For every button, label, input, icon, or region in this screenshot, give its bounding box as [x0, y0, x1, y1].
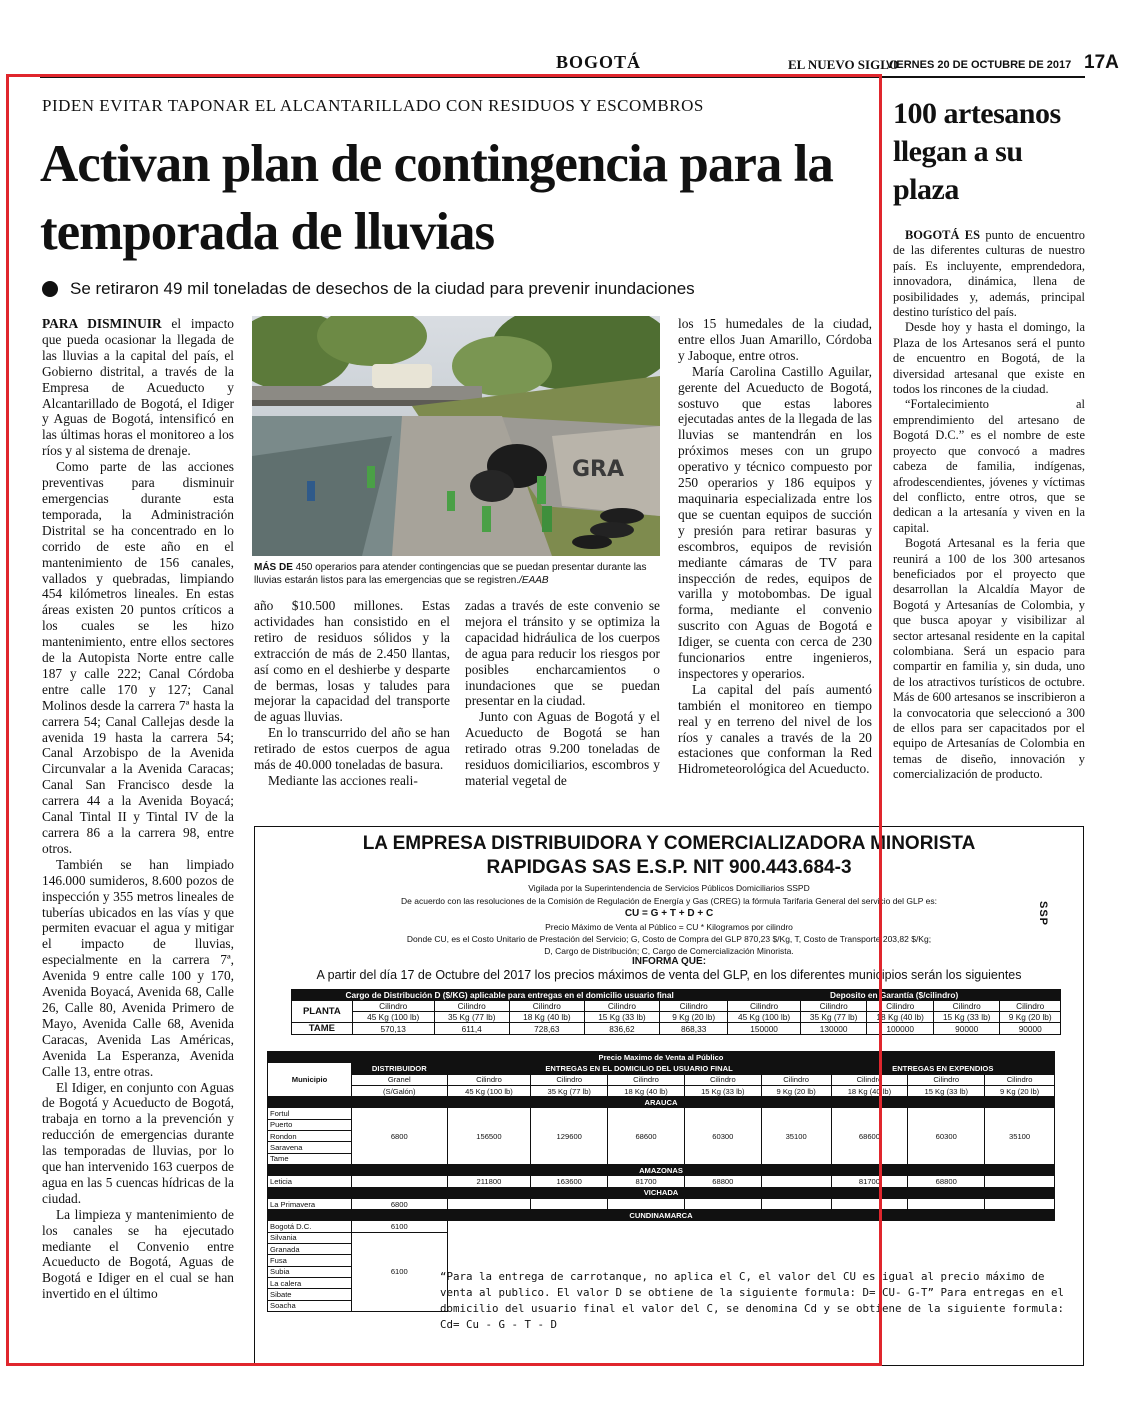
municipio-cell: Fortul — [268, 1108, 352, 1119]
table-cell: 6100 — [352, 1232, 448, 1311]
paragraph: año $10.500 millones. Estas actividades han consistido en el retiro de residuos sólidos y la extracción de más de 2.450 llantas, así como en el deshierbe y desparte de bermas, losas y taludes para mejorar la capacidad del transporte de aguas lluvias. — [254, 598, 450, 725]
municipio-cell: Soacha — [268, 1300, 352, 1311]
row-label: TAME — [292, 1023, 353, 1035]
size-header: 15 Kg (33 lb) — [584, 1012, 659, 1023]
table-cell: 611,4 — [434, 1023, 509, 1035]
table-cell — [531, 1198, 608, 1209]
ad-footnote: “Para la entrega de carrotanque, no aplica el C, el valor del CU es igual al precio máximo de venta al publico. El valor D se obtiene de la siguiente formula: D= CU- G-T” Para entregas en el domicilio del usuario final el valor del C, se denomina Cd y se obtiene de la siguiente formula: Cd= Cu - G - T - D — [440, 1270, 1065, 1331]
municipio-cell: Saravena — [268, 1142, 352, 1153]
paragraph: El Idiger, en conjunto con Aguas de Bogotá y Acueducto de Bogotá, trabaja en torno a la prevención y reducción de emergencias durante las temporadas de lluvias, por lo que han intervenido 163 cuerpos de agua en las 5 cuencas hídricas de la ciudad. — [42, 1079, 234, 1206]
municipio-cell: Bogotá D.C. — [268, 1221, 352, 1232]
column-header: Cilindro — [684, 1074, 761, 1085]
table-cell: 81700 — [831, 1176, 908, 1187]
paragraph: La limpieza y mantenimiento de los canales se ha ejecutado mediante el Convenio entre Acueducto de Bogotá, Aguas de Bogotá e Idiger en el cual se han invertido en el último — [42, 1206, 234, 1302]
table-cell: 81700 — [608, 1176, 685, 1187]
table-cell: 6800 — [352, 1108, 448, 1164]
table-cell: 90000 — [1000, 1023, 1061, 1035]
sidebar-headline: 100 artesanos llegan a su plaza — [893, 97, 1061, 206]
size-header: 18 Kg (40 lb) — [867, 1012, 934, 1023]
column-header: Cilindro — [908, 1074, 985, 1085]
region-cundinamarca: CUNDINAMARCA — [268, 1210, 1055, 1221]
ad-definition: Donde CU, es el Costo Unitario de Prestación del Servicio; G, Costo de Compra del GLP 870,23 $/Kg, T, Costo de Transporte 203,82 $/Kg; — [406, 934, 932, 944]
table-cell — [447, 1198, 531, 1209]
municipio-header: Municipio — [268, 1063, 352, 1097]
domicilio-header: ENTREGAS EN EL DOMICILIO DEL USUARIO FINAL — [447, 1063, 831, 1074]
deposito-header: Deposito en Garantía ($/cilindro) — [728, 990, 1061, 1001]
municipio-cell: La calera — [268, 1277, 352, 1288]
cargo-header: Cargo de Distribución D ($/KG) aplicable para entregas en el domicilio usuario final — [292, 990, 728, 1001]
paragraph: También se han limpiado 146.000 sumideros, 8.600 pozos de inspección y 355 metros lineales de tuberías ubicados en las vías y que permiten evacuar el agua y mitigar el impacto de lluvias, especialmente en la carrera 7ª, Avenida 9 entre calle 100 y 170, Avenida Boyacá, Avenida 68, Calle 26, Calle 80, Avenida Primero de Mayo, Avenida Calle 68, Avenida Caracas, Avenida Las Américas, Avenida La Esperanza, Avenida Calle 13, entre otras. — [42, 856, 234, 1079]
page-number: 17A — [1084, 52, 1119, 73]
municipio-cell: Fusa — [268, 1255, 352, 1266]
paragraph-text: el impacto que pueda ocasionar la llegada de las lluvias a la capital del país, el Gobierno distrital, a través de la Empresa de Acueducto y Alcantarillado de Bogotá, el Idiger y Aguas de Bogotá, intensificó en las últimas horas el monitoreo a los ríos y al sistema de drenaje. — [42, 316, 234, 459]
max-price-title: Precio Maximo de Venta al Público — [268, 1052, 1055, 1063]
column-header: Cilindro — [447, 1074, 531, 1085]
paragraph — [42, 316, 234, 459]
caption-text: 450 operarios para atender contingencias que se puedan presentar durante las lluvias estarán listos para las emergencias que se registren. — [254, 562, 647, 586]
table-cell: 570,13 — [352, 1023, 434, 1035]
table-cell: 68800 — [908, 1176, 985, 1187]
column-header: Cilindro — [831, 1074, 908, 1085]
paragraph: Desde hoy y hasta el domingo, la Plaza de los Artesanos será el punto de encuentro en Bogotá, de la diversidad artesanal que existe en todos los rincones de la ciudad. — [893, 320, 1085, 397]
column-header: Cilindro — [509, 1001, 584, 1012]
article-column-2 — [254, 598, 450, 789]
size-header: 15 Kg (33 lb) — [684, 1085, 761, 1096]
table-cell: 60300 — [684, 1108, 761, 1164]
column-header: Cilindro — [985, 1074, 1055, 1085]
table-cell: 68600 — [831, 1108, 908, 1164]
column-header: Cilindro — [728, 1001, 801, 1012]
municipio-cell: Silvania — [268, 1232, 352, 1243]
photo-credit: /EAAB — [519, 575, 549, 586]
rapidgas-advertisement — [254, 826, 1084, 1366]
ad-resolution: De acuerdo con las resoluciones de la Comisión de Regulación de Energía y Gas (CREG) la fórmula Tarifaria General del servicio del GLP es: — [401, 896, 937, 906]
size-header: 18 Kg (40 lb) — [608, 1085, 685, 1096]
column-header: Cilindro — [434, 1001, 509, 1012]
column-header: Cilindro — [584, 1001, 659, 1012]
paragraph: los 15 humedales de la ciudad, entre ellos Juan Amarillo, Córdoba y Jaboque, entre otros. — [678, 316, 872, 363]
table-cell — [608, 1198, 685, 1209]
municipio-cell: La Primavera — [268, 1198, 352, 1209]
ad-informa: INFORMA QUE: — [631, 956, 707, 967]
paragraph: Junto con Aguas de Bogotá y el Acueducto de Bogotá se han retirado otras 9.200 toneladas de residuos domiciliarios, escombros y material vegetal de — [465, 709, 660, 788]
table-cell: 156500 — [447, 1108, 531, 1164]
column-header: Cilindro — [761, 1074, 831, 1085]
size-header: 15 Kg (33 lb) — [908, 1085, 985, 1096]
distribution-charge-table — [291, 989, 1061, 1035]
table-cell: 6100 — [352, 1221, 448, 1232]
table-cell: 728,63 — [509, 1023, 584, 1035]
size-header: 15 Kg (33 lb) — [933, 1012, 1000, 1023]
municipio-cell: Leticia — [268, 1176, 352, 1187]
paragraph: “Fortalecimiento al emprendimiento del artesano de Bogotá D.C.” es el nombre de este proyecto que convocó a madres cabeza de familia, indígenas, afrodescendientes, jóvenes y víctimas del conflicto, entre otros, que se dedican a la artesanía y viven en la capital. — [893, 397, 1085, 535]
size-header: 45 Kg (100 lb) — [352, 1012, 434, 1023]
paragraph: Mediante las acciones reali- — [268, 772, 418, 788]
table-cell: 836,62 — [584, 1023, 659, 1035]
table-cell: 68600 — [608, 1108, 685, 1164]
paragraph: La capital del país aumentó también el monitoreo en tiempo real y en terreno del nivel de los ríos y canales a través de la 20 estaciones que conforman la Red Hidrometeorológica del Acueducto. — [678, 681, 872, 777]
granel-header: Granel — [352, 1074, 448, 1085]
column-header: Cilindro — [608, 1074, 685, 1085]
deck-text: Se retiraron 49 mil toneladas de desechos de la ciudad para prevenir inundaciones — [70, 279, 695, 298]
ad-title: LA EMPRESA DISTRIBUIDORA Y COMERCIALIZADORA MINORISTA — [362, 833, 976, 854]
size-header: 35 Kg (77 lb) — [531, 1085, 608, 1096]
table-cell: 130000 — [800, 1023, 867, 1035]
paragraph-text: punto de encuentro de las diferentes culturas de nuestro país. Es incluyente, emprendedora, innovadora, dinámica, llena de posibilidades y, además, principal destino turístico del país. — [893, 228, 1085, 320]
column-header: Cilindro — [352, 1001, 434, 1012]
sgalon-header: (S/Galón) — [352, 1085, 448, 1096]
planta-label: PLANTA — [292, 1001, 353, 1023]
paragraph: María Carolina Castillo Aguilar, gerente del Acueducto de Bogotá, sostuvo que estas labores ejecutadas antes de la llegada de las lluvias se mantendrán en los próximos meses con un grupo operativo y técnico compuesto por 250 operarios y 186 equipos y maquinaria especializada entre los que se cuentan equipos de succión y presión para retirar basuras y escombros, equipos de revisión mediante cámaras de TV para inspección de redes, equipos de varilla y motobombas. De igual forma, mediante el convenio suscrito con Aguas de Bogotá e Idiger, se cuenta con cerca de 230 funcionarios entre ingenieros, inspectores y operarios. — [678, 363, 872, 681]
column-header: Cilindro — [800, 1001, 867, 1012]
paragraph: Como parte de las acciones preventivas para disminuir emergencias durante esta temporada, la Administración Distrital se ha concentrado en lo corrido de este año en el mantenimiento de 156 canales, vallados y quebradas, limpiando 454 kilómetros lineales. En estas áreas existen 20 puntos críticos a los cuales se les hizo mantenimiento, entre ellos sectores de la Autopista Norte entre calle 187 y calle 222; Canal Córdoba entre calle 170 y 127; Canal Molinos desde la carrera 7ª hasta la carrera 54; Canal Callejas desde la avenida 19 hasta la carrera 54; Canal Arzobispo de la Avenida Circunvalar a la Avenida Caracas; Canal San Francisco desde la carrera 44 a la Avenida Boyacá; Canal Tintal II y Tintal IV de la carrera 86 a la carrera 98, entre otros. — [42, 459, 234, 856]
table-cell: 100000 — [867, 1023, 934, 1035]
table-cell — [985, 1176, 1055, 1187]
region-vichada: VICHADA — [268, 1187, 1055, 1198]
column-header: Cilindro — [867, 1001, 934, 1012]
ssp-logo: SSP — [1037, 901, 1049, 927]
size-header: 35 Kg (77 lb) — [800, 1012, 867, 1023]
ad-max-price: Precio Máximo de Venta al Público = CU * Kilogramos por cilindro — [545, 922, 793, 932]
photo-caption — [254, 561, 660, 587]
table-cell — [985, 1198, 1055, 1209]
table-cell: 35100 — [985, 1108, 1055, 1164]
region-arauca: ARAUCA — [268, 1097, 1055, 1108]
table-cell: 868,33 — [660, 1023, 728, 1035]
paragraph: Bogotá Artesanal es la feria que reunirá a 100 de los 300 artesanos beneficiados por el proyecto que desarrollan la Alcaldía Mayor de Bogotá y Artesanías de Colombia, y que busca apoyar y visibilizar al sector artesanal residente en la capital colombiana. Será un espacio para compartir en familia y, sin duda, uno de los atractivos turísticos de octubre. Más de 600 artesanos se inscribieron a la convocatoria que seleccionó a 300 de ellos para ser capacitados por el equipo de Artesanías de Colombia en temas de diseño, innovación y comercialización de producto. — [893, 536, 1085, 782]
lead-in: PARA DISMINUIR — [42, 316, 162, 331]
canal-workers-photo — [252, 316, 660, 556]
municipio-cell: Tame — [268, 1153, 352, 1164]
paragraph: En lo transcurrido del año se han retirado de estos cuerpos de agua más de 40.000 toneladas de basura. — [254, 725, 450, 773]
size-header: 9 Kg (20 lb) — [1000, 1012, 1061, 1023]
table-cell: 6800 — [352, 1198, 448, 1209]
ad-formula: CU = G + T + D + C — [624, 908, 714, 919]
size-header: 18 Kg (40 lb) — [831, 1085, 908, 1096]
column-header: Cilindro — [1000, 1001, 1061, 1012]
caption-lead: MÁS DE — [254, 562, 293, 573]
sidebar-body — [893, 228, 1085, 783]
table-cell: 129600 — [531, 1108, 608, 1164]
paragraph — [893, 228, 1085, 320]
size-header: 45 Kg (100 lb) — [447, 1085, 531, 1096]
article-headline: Activan plan de contingencia para la temporada de lluvias — [40, 135, 833, 261]
issue-date: VIERNES 20 DE OCTUBRE DE 2017 — [886, 59, 1072, 71]
ad-announcement: A partir del día 17 de Octubre del 2017 los precios máximos de venta del GLP, en los diferentes municipios serán los siguientes — [316, 968, 1022, 982]
table-cell: 35100 — [761, 1108, 831, 1164]
article-deck — [42, 279, 695, 299]
lead-in: BOGOTÁ ES — [905, 228, 980, 242]
size-header: 35 Kg (77 lb) — [434, 1012, 509, 1023]
ad-definition-2: D, Cargo de Distribución; C, Cargo de Comercialización Minorista. — [544, 946, 794, 956]
municipio-cell: Rondon — [268, 1131, 352, 1142]
table-cell: 68800 — [684, 1176, 761, 1187]
article-column-1 — [42, 316, 234, 1302]
article-column-3 — [465, 598, 660, 789]
table-cell — [684, 1198, 761, 1209]
table-cell: 163600 — [531, 1176, 608, 1187]
svg-text:GRA: GRA — [572, 457, 625, 482]
table-cell: 90000 — [933, 1023, 1000, 1035]
municipio-cell: Puerto — [268, 1119, 352, 1130]
table-cell: 211800 — [447, 1176, 531, 1187]
size-header: 9 Kg (20 lb) — [761, 1085, 831, 1096]
expendios-header: ENTREGAS EN EXPENDIOS — [831, 1063, 1054, 1074]
table-cell — [831, 1198, 908, 1209]
region-amazonas: AMAZONAS — [268, 1164, 1055, 1175]
paragraph: zadas a través de este convenio se mejora el tránsito y se optimiza la capacidad hidráulica de los cuerpos de agua para reducir los riesgos por posibles encharcamientos o inundaciones que se puedan presentar en la ciudad. — [465, 598, 660, 709]
bullet-icon — [42, 281, 58, 297]
table-cell: 60300 — [908, 1108, 985, 1164]
table-cell — [761, 1198, 831, 1209]
column-header: Cilindro — [660, 1001, 728, 1012]
size-header: 9 Kg (20 lb) — [660, 1012, 728, 1023]
article-kicker: PIDEN EVITAR TAPONAR EL ALCANTARILLADO CON RESIDUOS Y ESCOMBROS — [42, 96, 704, 115]
column-header: Cilindro — [531, 1074, 608, 1085]
table-cell: 150000 — [728, 1023, 801, 1035]
ad-vigilada: Vigilada por la Superintendencia de Servicios Públicos Domiciliarios SSPD — [528, 883, 810, 893]
municipio-cell: Sibate — [268, 1289, 352, 1300]
size-header: 9 Kg (20 lb) — [985, 1085, 1055, 1096]
table-cell — [352, 1176, 448, 1187]
article-photo — [252, 316, 660, 556]
size-header: 45 Kg (100 lb) — [728, 1012, 801, 1023]
ad-subtitle: RAPIDGAS SAS E.S.P. NIT 900.443.684-3 — [486, 857, 852, 878]
article-column-4 — [678, 316, 872, 777]
section-name: BOGOTÁ — [556, 52, 642, 72]
size-header: 18 Kg (40 lb) — [509, 1012, 584, 1023]
masthead: EL NUEVO SIGLO — [788, 57, 899, 72]
column-header: Cilindro — [933, 1001, 1000, 1012]
page-header — [40, 52, 1119, 78]
table-cell — [908, 1198, 985, 1209]
table-cell — [761, 1176, 831, 1187]
municipio-cell: Subia — [268, 1266, 352, 1277]
distribuidor-header: DISTRIBUIDOR — [352, 1063, 448, 1074]
municipio-cell: Granada — [268, 1244, 352, 1255]
